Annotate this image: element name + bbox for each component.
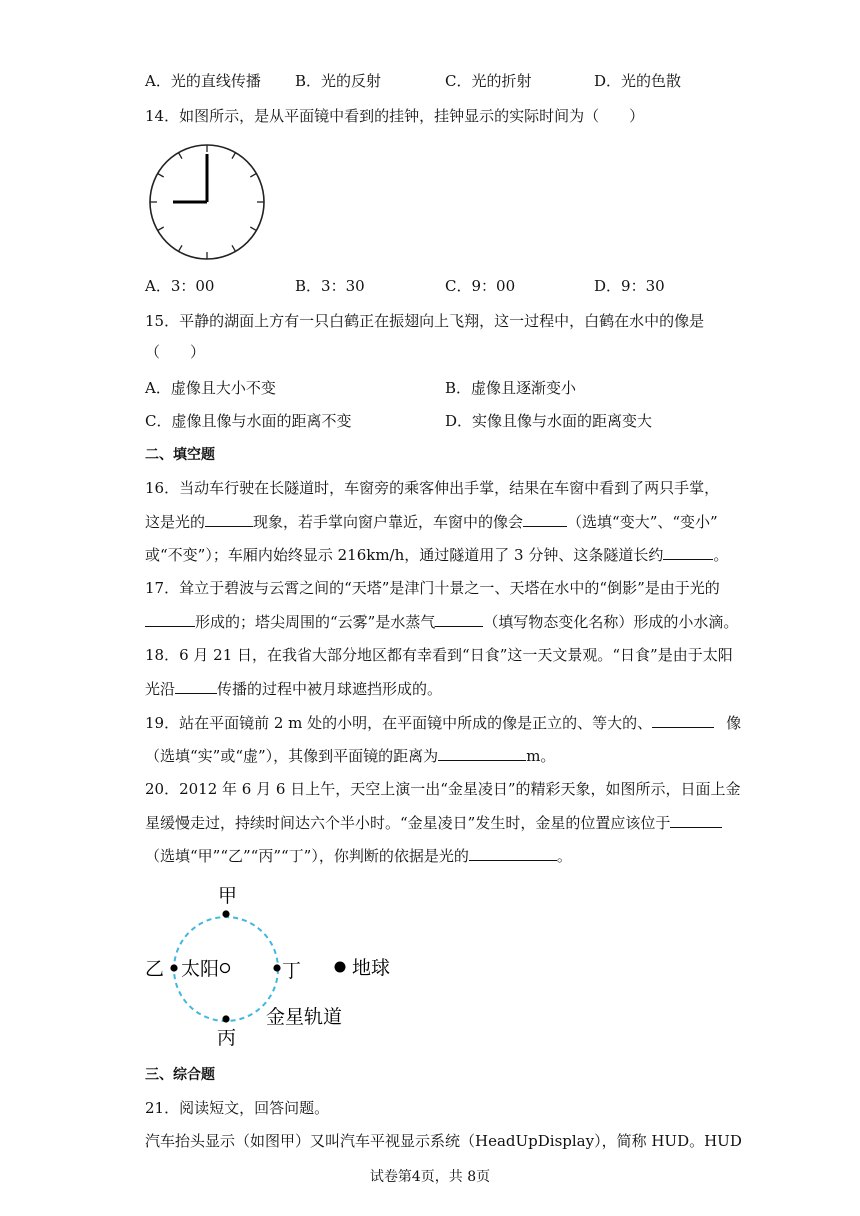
position-jia-dot [222, 910, 229, 917]
q16-blank-3[interactable] [663, 543, 713, 560]
q17-text-b: （填写物态变化名称）形成的小水滴。 [483, 613, 739, 631]
q15-option-c: C．虚像且像与水面的距离不变 [145, 412, 352, 430]
q13-option-a: A．光的直线传播 [145, 72, 261, 90]
q16-line1: 16．当动车行驶在长隧道时，车窗旁的乘客伸出手掌，结果在车窗中看到了两只手掌， [145, 479, 720, 497]
label-sun: 太阳 [181, 958, 220, 980]
q20-line1: 20．2012 年 6 月 6 日上午，天空上演一出“金星凌日”的精彩天象，如图所示，日面上金 [145, 780, 741, 798]
q16-text-d: 或“不变”）；车厢内始终显示 216km/h，通过隧道用了 3 分钟、这条隧道长约 [145, 546, 664, 564]
q19-text-c: （选填“实”或“虚”），其像到平面镜的距离为 [145, 747, 439, 765]
q16-text-c: （选填“变大”、“变小” [567, 513, 718, 531]
position-yi-dot [170, 964, 177, 971]
earth-dot [335, 962, 346, 973]
q16-text-b: 现象，若手掌向窗户靠近，车窗中的像会 [253, 513, 524, 531]
q20-blank-1[interactable] [670, 811, 722, 828]
q15-stem-line1: 15．平静的湖面上方有一只白鹤正在振翅向上飞翔，这一过程中，白鹤在水中的像是 [145, 312, 705, 330]
label-yi: 乙 [145, 958, 165, 980]
q16-blank-1[interactable] [205, 510, 253, 527]
q17-line2 [145, 610, 738, 633]
q19-blank-1[interactable] [652, 711, 714, 728]
q16-text-e: 。 [713, 546, 729, 564]
q18-text-a: 光沿 [145, 680, 176, 698]
q15-option-b: B．虚像且逐渐变小 [445, 379, 577, 397]
q14-option-b: B．3：30 [295, 277, 365, 295]
q18-blank-1[interactable] [175, 677, 217, 694]
q20-text-a: 星缓慢走过，持续时间达六个半小时。“金星凌日”发生时，金星的位置应该位于 [145, 814, 671, 832]
q15-option-a: A．虚像且大小不变 [145, 379, 276, 397]
label-jia: 甲 [218, 885, 238, 907]
q14-stem: 14．如图所示，是从平面镜中看到的挂钟，挂钟显示的实际时间为（ ） [145, 107, 645, 125]
q16-blank-2[interactable] [523, 510, 567, 527]
q19-text-d: m。 [526, 747, 556, 765]
q13-option-c: C．光的折射 [445, 72, 532, 90]
q18-text-b: 传播的过程中被月球遮挡形成的。 [217, 680, 443, 698]
q20-line3 [145, 844, 572, 867]
label-orbit: 金星轨道 [266, 1006, 343, 1028]
q16-line3 [145, 543, 728, 566]
q15-stem-line2: （ ） [145, 343, 206, 361]
section-3-title: 三、综合题 [145, 1067, 215, 1083]
page-footer: 试卷第4页，共 8页 [369, 1169, 491, 1185]
q17-blank-1[interactable] [145, 610, 195, 627]
q14-option-a: A．3：00 [145, 277, 215, 295]
q17-blank-2[interactable] [435, 610, 483, 627]
mirror-clock-figure [145, 140, 269, 264]
q14-option-d: D．9：30 [594, 277, 665, 295]
q20-text-c: 。 [556, 847, 572, 865]
q19-blank-2[interactable] [438, 744, 526, 761]
position-bing-dot [222, 1015, 229, 1022]
q18-line2 [145, 677, 442, 700]
q20-blank-2[interactable] [469, 844, 557, 861]
q20-line2 [145, 811, 722, 834]
q21-line1: 21．阅读短文，回答问题。 [145, 1099, 330, 1117]
q15-option-d: D．实像且像与水面的距离变大 [445, 412, 653, 430]
sun-dot [221, 964, 230, 973]
position-ding-dot [273, 964, 280, 971]
q19-text-a: 19．站在平面镜前 2 m 处的小明，在平面镜中所成的像是正立的、等大的、 [145, 714, 653, 732]
label-earth: 地球 [352, 957, 391, 979]
q21-line2: 汽车抬头显示（如图甲）又叫汽车平视显示系统（HeadUpDisplay），简称 HUD。HUD [145, 1132, 742, 1150]
q19-text-b: 像 [726, 714, 742, 732]
q17-text-a: 形成的；塔尖周围的“云雾”是水蒸气 [195, 613, 436, 631]
q20-text-b: （选填“甲”“乙”“丙”“丁”），你判断的依据是光的 [145, 847, 469, 865]
q14-option-c: C．9：00 [445, 277, 516, 295]
q17-line1: 17．耸立于碧波与云霄之间的“天塔”是津门十景之一、天塔在水中的“倒影”是由于光的 [145, 579, 720, 597]
q19-line2 [145, 744, 555, 767]
venus-transit-diagram [140, 878, 410, 1058]
section-2-title: 二、填空题 [145, 447, 215, 463]
q16-line2 [145, 510, 718, 533]
q18-line1: 18．6 月 21 日，在我省大部分地区都有幸看到“日食”这一天文景观。“日食”是由于太阳 [145, 646, 733, 664]
label-ding: 丁 [282, 960, 302, 982]
q13-option-b: B．光的反射 [295, 72, 382, 90]
q13-option-d: D．光的色散 [594, 72, 682, 90]
q16-text-a: 这是光的 [145, 513, 206, 531]
label-bing: 丙 [217, 1027, 237, 1049]
q19-line1 [145, 711, 741, 734]
